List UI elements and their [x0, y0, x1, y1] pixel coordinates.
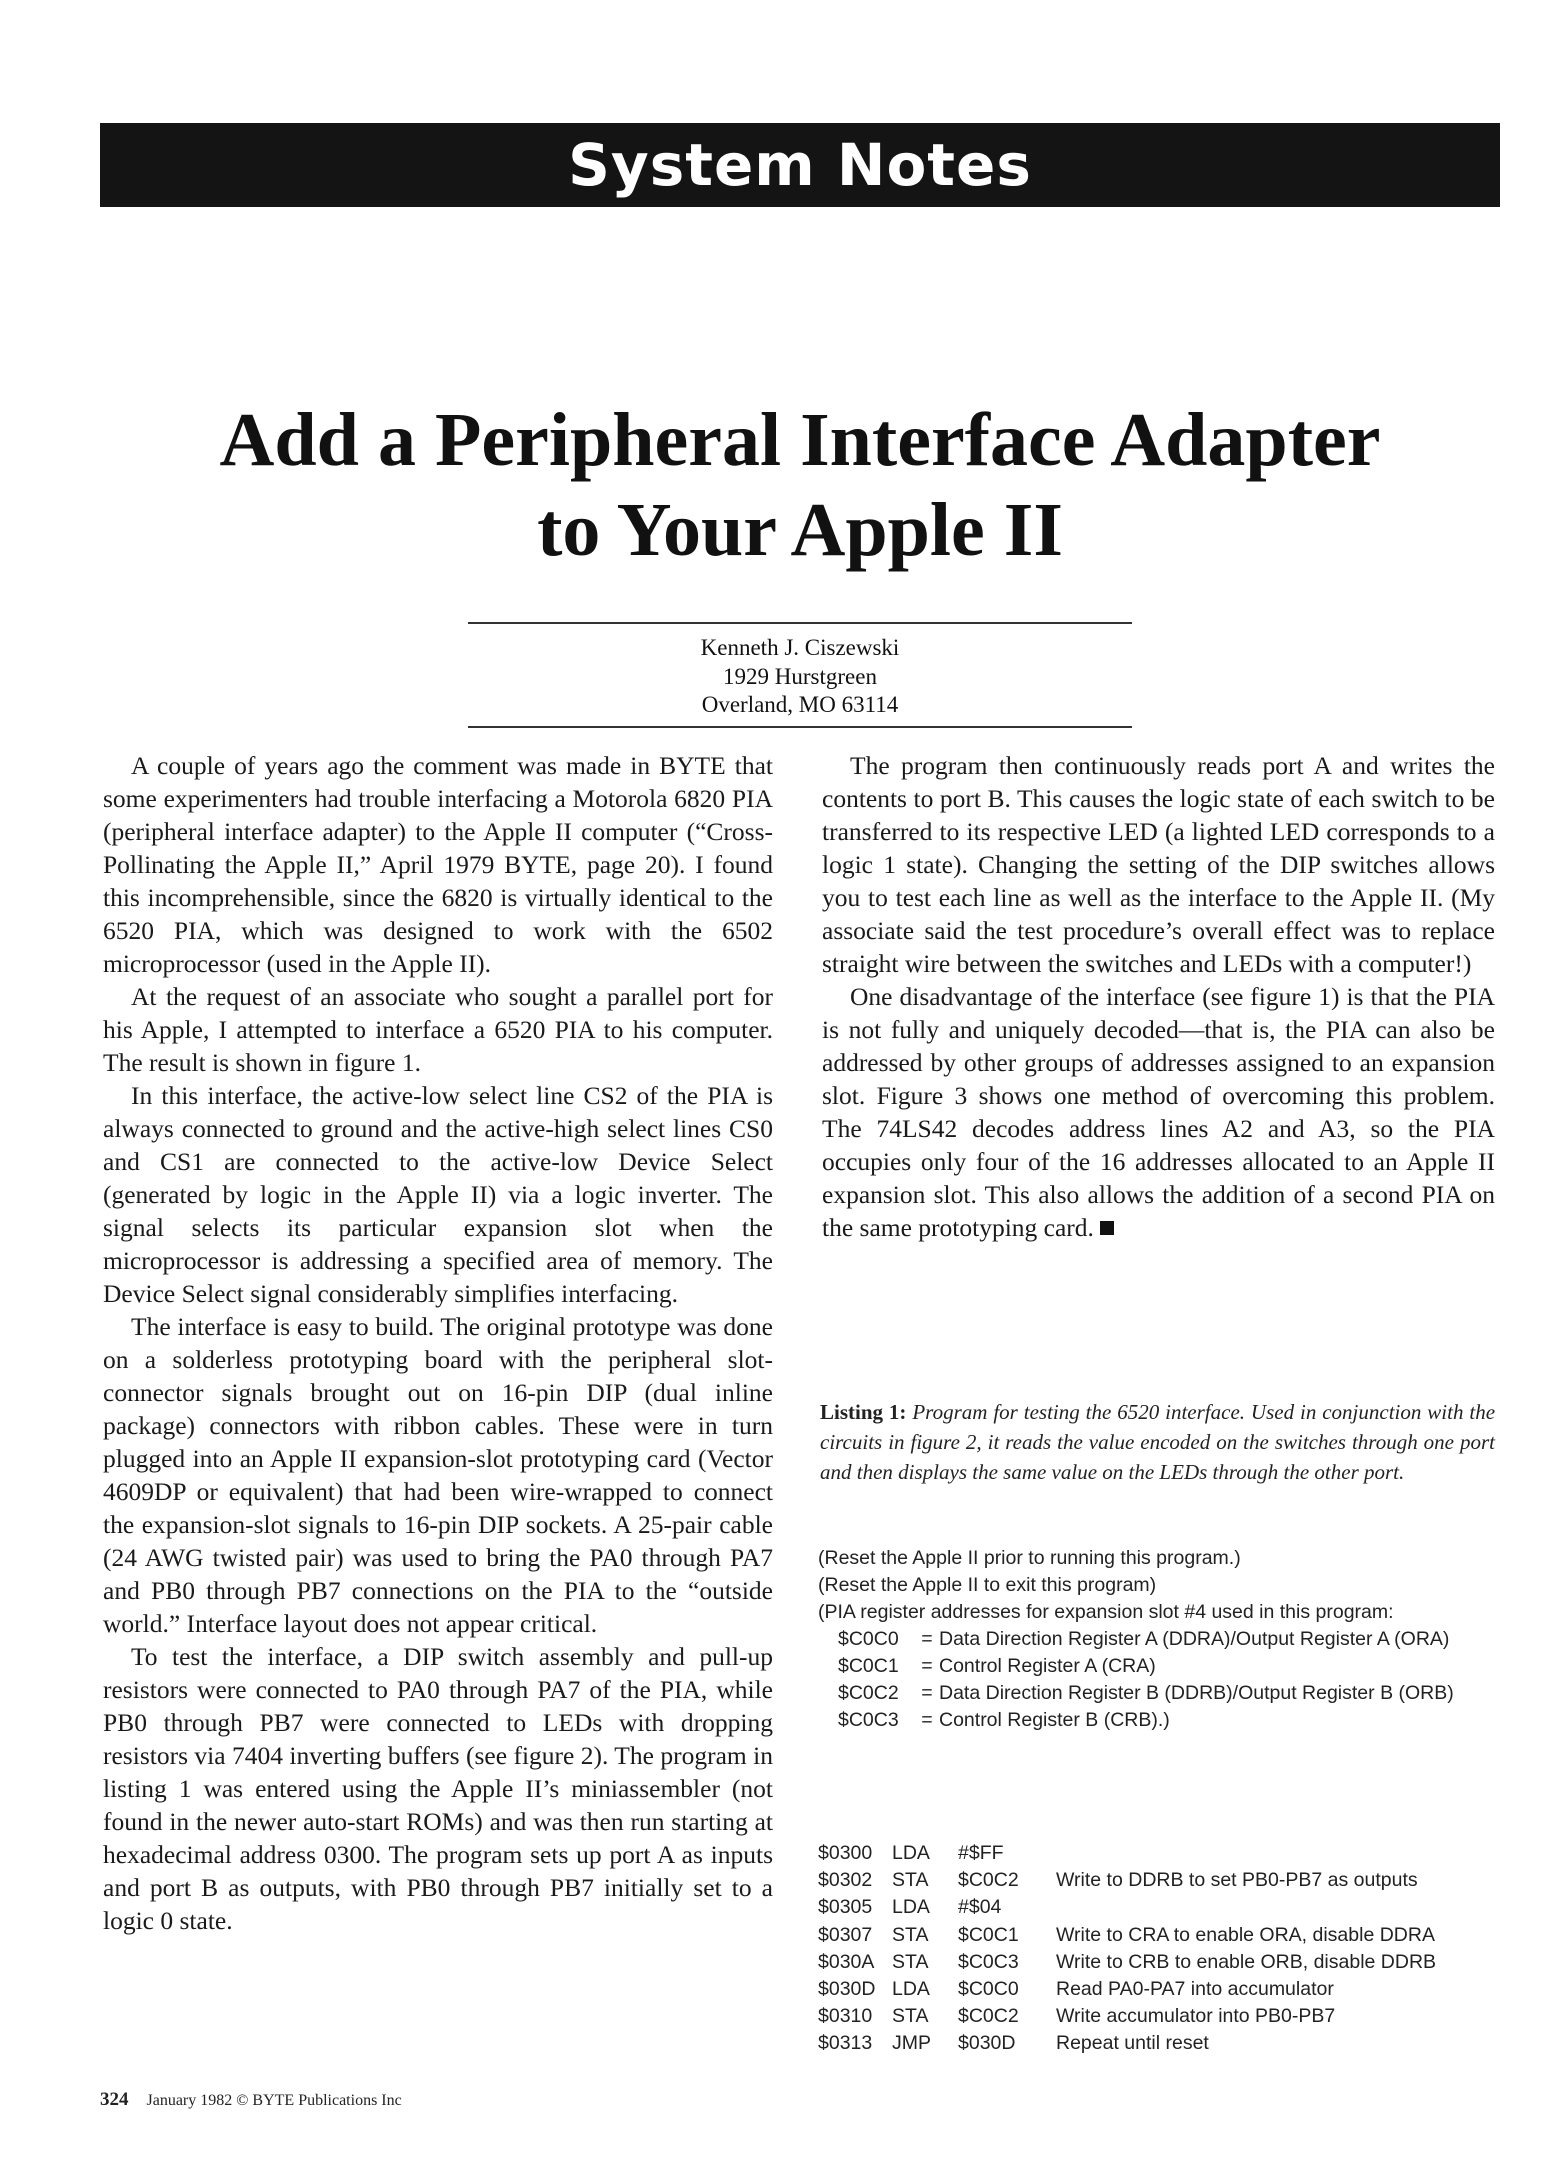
article-title-line: to Your Apple II [537, 488, 1063, 572]
end-of-article-mark [1100, 1221, 1114, 1235]
listing-operand: $C0C3 [958, 1950, 1019, 1973]
listing-line [818, 1894, 1508, 1921]
listing-comment: Write accumulator into PB0-PB7 [1056, 2005, 1336, 2028]
body-paragraph [822, 980, 1495, 1244]
listing-address: $030A [818, 1950, 875, 1973]
listing-caption-text: Program for testing the 6520 interface. Used in conjunction with the circuits in figure 2, it reads the value encoded on the switches through one port and then displays the same value on the LEDs through the other port. [820, 1400, 1496, 1484]
listing-operand: $030D [958, 2032, 1016, 2055]
section-banner [100, 123, 1500, 207]
register-row [818, 1707, 1508, 1734]
author-byline [468, 634, 1132, 720]
author-city: Overland, MO 63114 [701, 692, 899, 717]
listing-label: Listing 1: [820, 1400, 907, 1424]
listing-line [818, 2030, 1508, 2057]
listing-comment: Repeat until reset [1056, 2032, 1209, 2055]
body-paragraph: In this interface, the active-low select line CS2 of the PIA is always connected to ground and the active-high select lines CS0 and CS1 are connected to the active-low Device Select (generated by logic in the Apple II) via a logic inverter. The signal selects its particular expansion slot when the microprocessor is addressing a specified area of memory. The Device Select signal considerably simplifies interfacing. [103, 1081, 773, 1308]
register-description: Control Register B (CRB).) [939, 1709, 1170, 1731]
register-row [818, 1680, 1508, 1707]
author-street: 1929 Hurstgreen [723, 663, 877, 689]
listing-address: $030D [818, 1978, 876, 2001]
register-row [818, 1626, 1508, 1653]
register-description: Data Direction Register B (DDRB)/Output Register B (ORB) [939, 1682, 1454, 1704]
listing-caption [820, 1397, 1495, 1487]
body-column-left [103, 749, 773, 1937]
listing-note: (Reset the Apple II prior to running this program.) [818, 1547, 1241, 1569]
byline-top-rule [468, 622, 1132, 624]
article-title-line: Add a Peripheral Interface Adapter [219, 398, 1381, 482]
listing-opcode: LDA [892, 1896, 930, 1919]
listing-line [818, 1976, 1508, 2003]
listing-operand: $C0C2 [958, 2005, 1019, 2028]
listing-address: $0305 [818, 1896, 873, 1919]
register-address: $C0C0 [838, 1628, 899, 1650]
listing-address: $0313 [818, 2032, 873, 2055]
body-column-right [822, 749, 1495, 1244]
listing-line [818, 1922, 1508, 1949]
listing-operand: #$04 [958, 1896, 1002, 1919]
section-title: System Notes [568, 131, 1032, 199]
body-paragraph: The interface is easy to build. The original prototype was done on a solderless prototyping board with the peripheral slot-connector signals brought out on 16-pin DIP (dual inline package) connectors with ribbon cables. These were in turn plugged into an Apple II expansion-slot prototyping card (Vector 4609DP or equivalent) that had been wire-wrapped to connect the expansion-slot signals to 16-pin DIP sockets. A 25-pair cable (24 AWG twisted pair) was used to bring the PA0 through PA7 and PB0 through PB7 connections on the PIA to the “outside world.” Interface layout does not appear critical. [103, 1312, 773, 1638]
page-number: 324 [100, 2089, 129, 2110]
listing-note: (PIA register addresses for expansion slot #4 used in this program: [818, 1601, 1394, 1623]
listing-operand: #$FF [958, 1842, 1004, 1864]
register-address: $C0C2 [838, 1682, 899, 1704]
listing-opcode: STA [892, 1869, 929, 1892]
listing-address: $0302 [818, 1869, 873, 1892]
article-title [100, 395, 1500, 575]
listing-line [818, 1840, 1508, 1867]
register-equals: = [921, 1682, 933, 1704]
listing-comment [1056, 1894, 1508, 1921]
listing-opcode: STA [892, 1923, 929, 1946]
body-paragraph: To test the interface, a DIP switch assembly and pull-up resistors were connected to PA0 through PA7 of the PIA, while PB0 through PB7 were connected to LEDs with dropping resistors via 7404 inverting buffers (see figure 2). The program in listing 1 was entered using the Apple II’s miniassembler (not found in the newer auto-start ROMs) and was then run starting at hexadecimal address 0300. The program sets up port A as inputs and port B as outputs, with PB0 through PB7 initially set to a logic 0 state. [103, 1642, 773, 1935]
register-row [818, 1653, 1508, 1680]
listing-operand: $C0C0 [958, 1978, 1019, 2001]
register-equals: = [921, 1628, 933, 1650]
listing-comment: Write to CRA to enable ORA, disable DDRA [1056, 1923, 1435, 1946]
byline-bottom-rule [468, 726, 1132, 728]
listing-note: (Reset the Apple II to exit this program) [818, 1574, 1157, 1596]
listing-opcode: STA [892, 2005, 929, 2028]
listing-address: $0300 [818, 1842, 873, 1864]
body-paragraph: The program then continuously reads port A and writes the contents to port B. This causes the logic state of each switch to be transferred to its respective LED (a lighted LED corresponds to a logic 1 state). Changing the setting of the DIP switches allows you to test each line as well as the interface to the Apple II. (My associate said the test procedure’s overall effect was to replace straight wire between the switches and LEDs with a computer!) [822, 751, 1495, 978]
listing-comment: Write to DDRB to set PB0-PB7 as outputs [1056, 1869, 1418, 1892]
listing-comment: Read PA0-PA7 into accumulator [1056, 1978, 1334, 2001]
body-paragraph-text: One disadvantage of the interface (see figure 1) is that the PIA is not fully and uniquely decoded—that is, the PIA can also be addressed by other groups of addresses assigned to an expansion slot. Figure 3 shows one method of overcoming this problem. The 74LS42 decodes address lines A2 and A3, so the PIA occupies only four of the 16 addresses allocated to an Apple II expansion slot. This also allows the addition of a second PIA on the same prototyping card. [822, 982, 1495, 1242]
listing-address: $0310 [818, 2005, 873, 2028]
listing-operand: $C0C2 [958, 1869, 1019, 1892]
author-name: Kenneth J. Ciszewski [700, 635, 900, 660]
footer-credit: January 1982 © BYTE Publications Inc [146, 2092, 402, 2109]
listing-opcode: LDA [892, 1842, 930, 1864]
program-listing [818, 1840, 1508, 2058]
register-equals: = [921, 1655, 933, 1677]
register-description: Data Direction Register A (DDRA)/Output Register A (ORA) [939, 1628, 1450, 1650]
register-address: $C0C1 [838, 1655, 899, 1677]
listing-opcode: STA [892, 1950, 929, 1973]
listing-line [818, 1867, 1508, 1894]
listing-opcode: JMP [892, 2032, 931, 2055]
listing-address: $0307 [818, 1923, 873, 1946]
listing-line [818, 2003, 1508, 2030]
register-address: $C0C3 [838, 1709, 899, 1731]
listing-opcode: LDA [892, 1978, 930, 2001]
body-paragraph: A couple of years ago the comment was made in BYTE that some experimenters had trouble interfacing a Motorola 6820 PIA (peripheral interface adapter) to the Apple II computer (“Cross-Pollinating the Apple II,” April 1979 BYTE, page 20). I found this incomprehensible, since the 6820 is virtually identical to the 6520 PIA, which was designed to work with the 6502 microprocessor (used in the Apple II). [103, 751, 773, 978]
listing-comment [1056, 1840, 1508, 1867]
listing-notes [818, 1545, 1508, 1734]
body-paragraph: At the request of an associate who sought a parallel port for his Apple, I attempted to interface a 6520 PIA to his computer. The result is shown in figure 1. [103, 982, 773, 1077]
page-footer [100, 2089, 402, 2111]
register-description: Control Register A (CRA) [939, 1655, 1156, 1677]
listing-comment: Write to CRB to enable ORB, disable DDRB [1056, 1950, 1437, 1973]
listing-operand: $C0C1 [958, 1923, 1019, 1946]
register-equals: = [921, 1709, 933, 1731]
listing-line [818, 1949, 1508, 1976]
